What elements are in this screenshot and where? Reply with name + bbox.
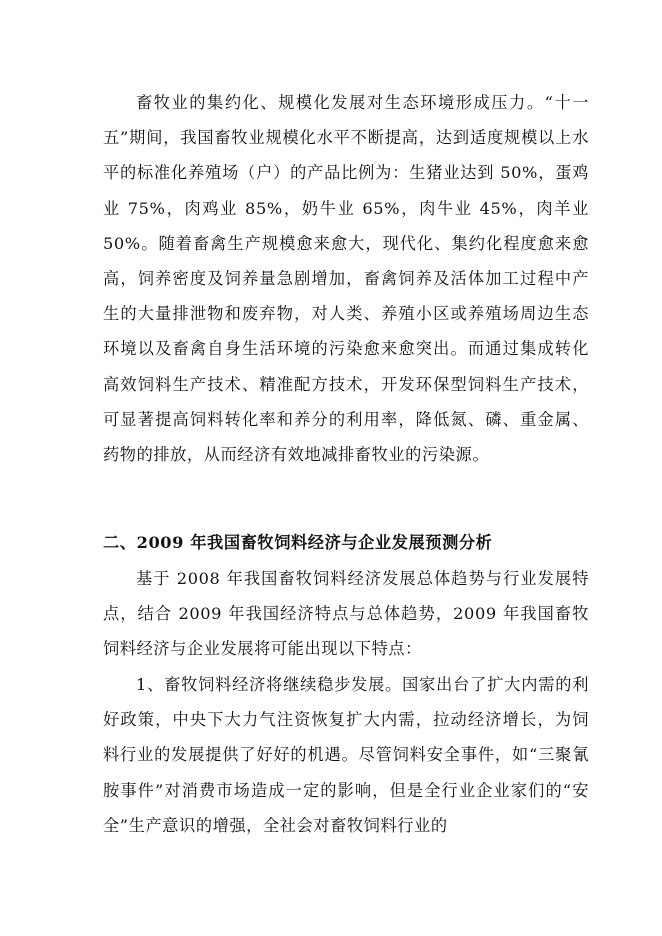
body-paragraph-environment: 畜牧业的集约化、规模化发展对生态环境形成压力。“十一五”期间，我国畜牧业规模化水平不断提高，达到适度规模以上水平的标准化养殖场（户）的产品比例为：生猪业达到 50%，蛋鸡业 75%，肉鸡业 85%，奶牛业 65%，肉牛业 45%，肉羊业 50%。随着畜禽生产规模愈来愈大，现代化、集约化程度愈来愈高，饲养密度及饲养量急剧增加，畜禽饲养及活体加工过程中产生的大量排泄物和废弃物，对人类、养殖小区或养殖场周边生态环境以及畜禽自身生活环境的污染愈来愈突出。而通过集成转化高效饲料生产技术、精准配方技术，开发环保型饲料生产技术，可显著提高饲料转化率和养分的利用率，降低氮、磷、重金属、药物的排放，从而经济有效地减排畜牧业的污染源。 bbox=[103, 93, 589, 465]
body-paragraph-forecast-intro: 基于 2008 年我国畜牧饲料经济发展总体趋势与行业发展特点，结合 2009 年我国经济特点与总体趋势，2009 年我国畜牧饲料经济与企业发展将可能出现以下特点： bbox=[103, 569, 589, 659]
body-paragraph-point-1: 1、畜牧饲料经济将继续稳步发展。国家出台了扩大内需的利好政策，中央下大力气注资恢复扩大内需，拉动经济增长，为饲料行业的发展提供了好好的机遇。尽管饲料安全事件，如“三聚氰胺事件”对消费市场造成一定的影响，但是全行业企业家们的“安全”生产意识的增强，全社会对畜牧饲料行业的 bbox=[103, 675, 589, 835]
section-heading: 二、2009 年我国畜牧饲料经济与企业发展预测分析 bbox=[103, 533, 493, 552]
